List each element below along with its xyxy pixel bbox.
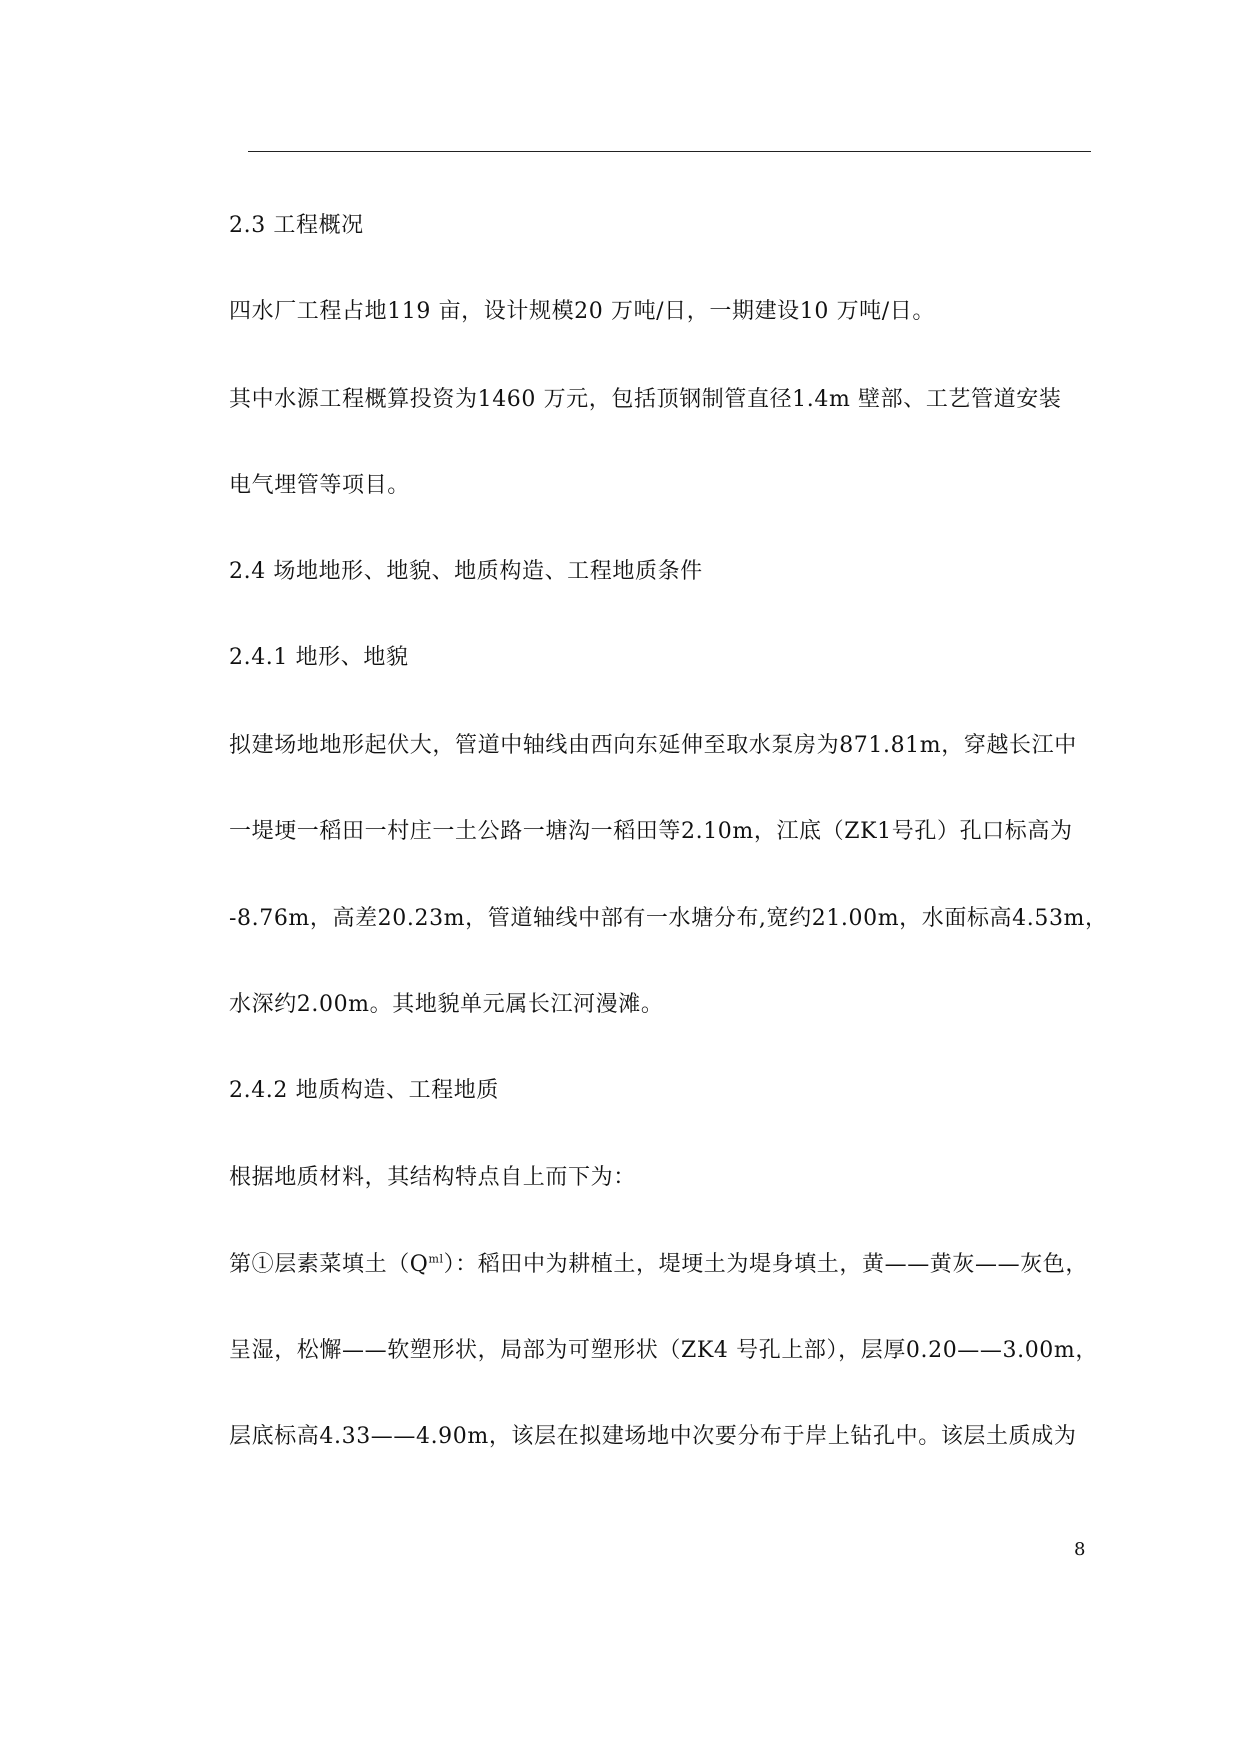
paragraph-line: -8.76m，高差20.23m，管道轴线中部有一水塘分布,宽约21.00m，水面标高4.53m， bbox=[229, 906, 1108, 931]
layer-1-description bbox=[229, 1250, 1088, 1280]
paragraph-line: 拟建场地地形起伏大，管道中轴线由西向东延伸至取水泵房为871.81m，穿越长江中 bbox=[229, 733, 1077, 758]
layer-1-suffix: ）：稻田中为耕植土，堤埂土为堤身填土，黄——黄灰——灰色， bbox=[443, 1252, 1088, 1277]
section-heading-2-3: 2.3 工程概况 bbox=[229, 213, 364, 238]
layer-1-superscript: ml bbox=[428, 1252, 444, 1266]
page-number: 8 bbox=[1074, 1539, 1086, 1560]
paragraph-line: 层底标高4.33——4.90m，该层在拟建场地中次要分布于岸上钻孔中。该层土质成为 bbox=[229, 1424, 1077, 1449]
section-heading-2-4-2: 2.4.2 地质构造、工程地质 bbox=[229, 1078, 499, 1103]
paragraph-line: 呈湿，松懈——软塑形状，局部为可塑形状（ZK4 号孔上部），层厚0.20——3.00m， bbox=[229, 1338, 1098, 1363]
section-heading-2-4: 2.4 场地地形、地貌、地质构造、工程地质条件 bbox=[229, 559, 703, 584]
layer-1-prefix: 第①层素菜填土（Q bbox=[229, 1252, 429, 1277]
paragraph-line: 一堤埂一稻田一村庄一土公路一塘沟一稻田等2.10m，江底（ZK1号孔）孔口标高为 bbox=[229, 819, 1073, 844]
paragraph-line: 根据地质材料，其结构特点自上而下为： bbox=[229, 1165, 636, 1190]
paragraph-line: 四水厂工程占地119 亩，设计规模20 万吨/日，一期建设10 万吨/日。 bbox=[229, 299, 935, 324]
paragraph-line: 其中水源工程概算投资为1460 万元，包括顶钢制管直径1.4m 壁部、工艺管道安装 bbox=[229, 387, 1062, 412]
paragraph-line: 电气埋管等项目。 bbox=[229, 473, 410, 498]
paragraph-line: 水深约2.00m。其地貌单元属长江河漫滩。 bbox=[229, 992, 664, 1017]
section-heading-2-4-1: 2.4.1 地形、地貌 bbox=[229, 645, 409, 670]
header-rule bbox=[248, 151, 1091, 152]
